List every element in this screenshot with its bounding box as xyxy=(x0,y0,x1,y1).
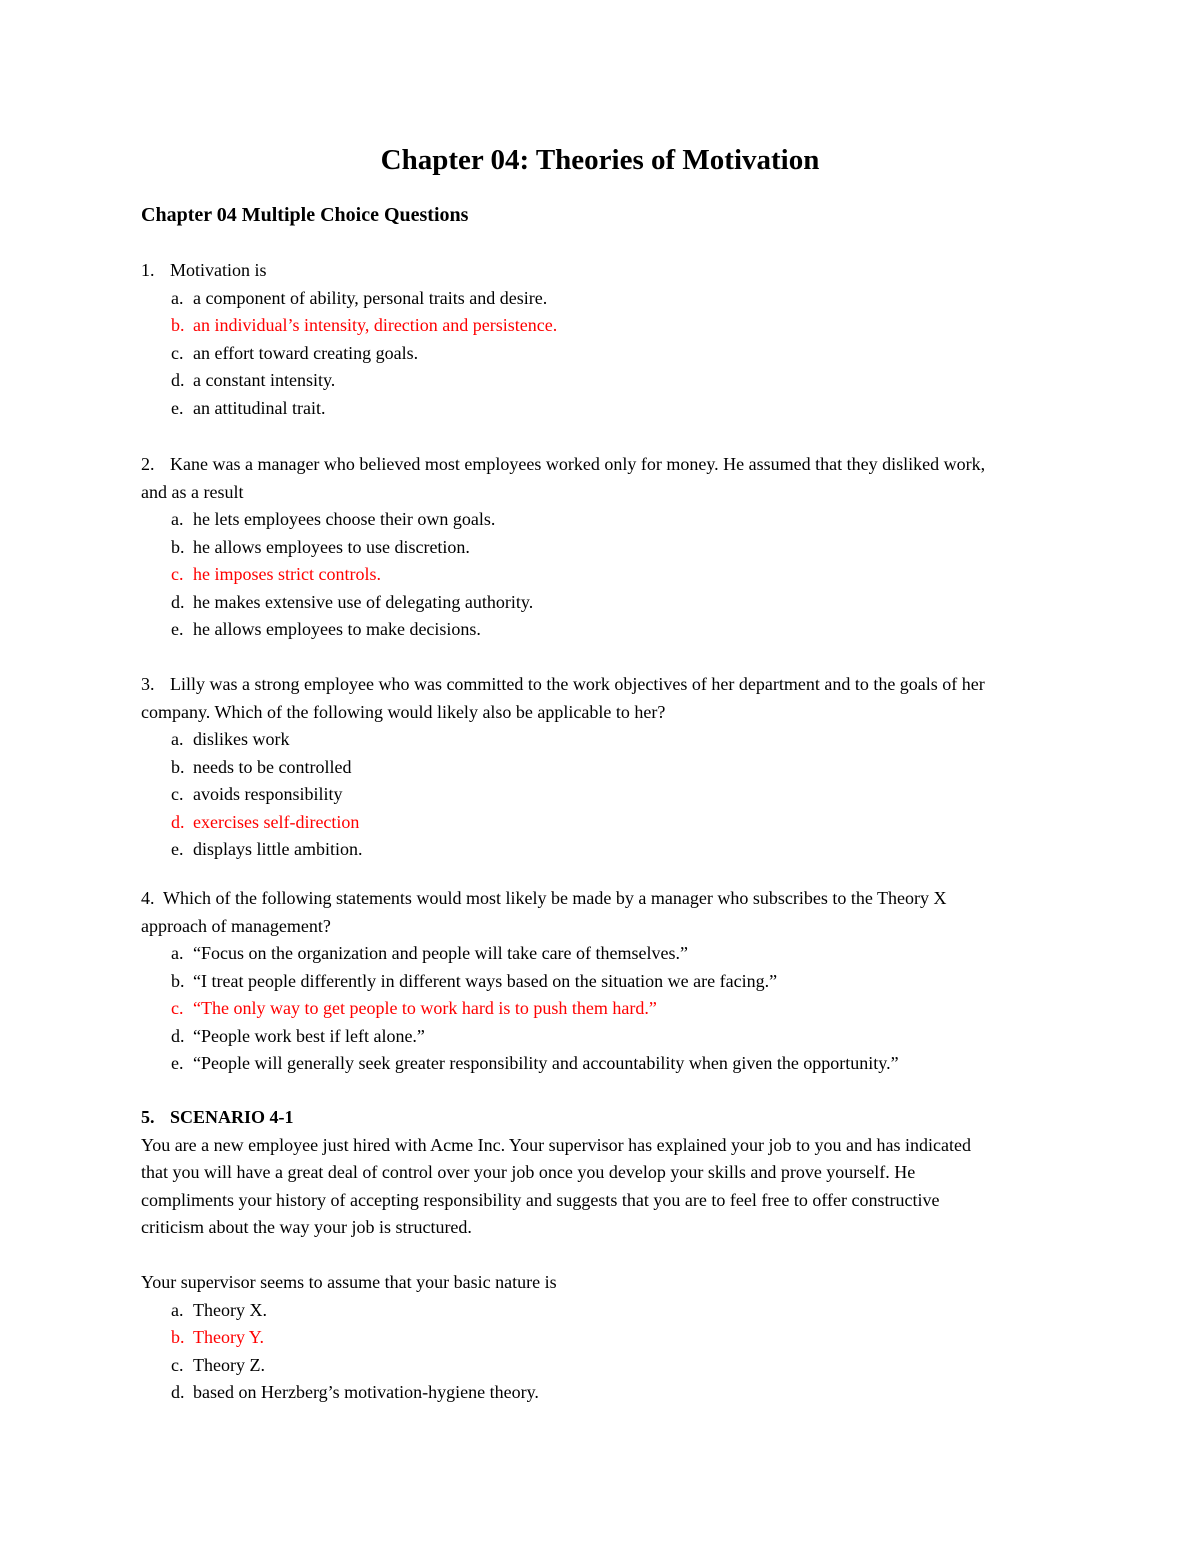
option-text: “The only way to get people to work hard is to push them hard.” xyxy=(193,998,657,1018)
question-number: 3. xyxy=(141,674,155,694)
option-letter: c. xyxy=(171,784,184,804)
option-letter: c. xyxy=(171,998,184,1018)
question-text: Your supervisor seems to assume that your basic nature is xyxy=(141,1272,557,1292)
option-b xyxy=(141,968,1061,996)
question-2 xyxy=(141,451,1061,644)
option-letter: e. xyxy=(171,1053,184,1073)
option-c xyxy=(141,1352,1061,1380)
question-stem-continued: and as a result xyxy=(141,481,244,502)
option-letter: b. xyxy=(171,536,185,557)
question-5 xyxy=(141,1104,1061,1407)
option-letter: b. xyxy=(171,970,185,991)
option-letter: d. xyxy=(171,1382,185,1402)
option-letter: a. xyxy=(171,509,184,529)
scenario-line: that you will have a great deal of control over your job once you develop your skills and prove yourself. He xyxy=(141,1162,916,1182)
option-letter: d. xyxy=(171,591,185,612)
option-letter: a. xyxy=(171,287,184,308)
option-letter: c. xyxy=(171,1354,184,1375)
option-d xyxy=(141,589,1061,617)
option-text: “Focus on the organization and people will take care of themselves.” xyxy=(193,943,688,963)
question-stem xyxy=(141,257,1061,285)
option-text: a constant intensity. xyxy=(193,370,336,390)
option-text: an attitudinal trait. xyxy=(193,397,326,418)
option-letter: e. xyxy=(171,619,184,639)
question-text: Motivation is xyxy=(170,260,267,280)
option-c-correct xyxy=(141,561,1061,589)
option-text: he makes extensive use of delegating authority. xyxy=(193,591,534,612)
option-letter: b. xyxy=(171,315,185,335)
option-letter: c. xyxy=(171,342,184,363)
option-text: “I treat people differently in different ways based on the situation we are facing.” xyxy=(193,970,778,991)
question-text: Which of the following statements would most likely be made by a manager who subscribes to the Theory X xyxy=(163,888,947,908)
option-text: Theory Y. xyxy=(193,1327,264,1347)
option-b xyxy=(141,534,1061,562)
question-stem xyxy=(141,671,1061,699)
option-e xyxy=(141,1050,1061,1078)
option-letter: c. xyxy=(171,564,184,584)
option-letter: e. xyxy=(171,397,184,418)
option-b xyxy=(141,754,1061,782)
option-text: needs to be controlled xyxy=(193,756,352,777)
option-b-correct xyxy=(141,312,1061,340)
option-c-correct xyxy=(141,995,1061,1023)
section-heading: Chapter 04 Multiple Choice Questions xyxy=(141,204,469,226)
option-letter: d. xyxy=(171,1025,185,1046)
option-text: “People work best if left alone.” xyxy=(193,1025,425,1046)
option-d xyxy=(141,367,1061,395)
option-a xyxy=(141,940,1061,968)
question-4 xyxy=(141,885,1061,1078)
question-text: Kane was a manager who believed most employees worked only for money. He assumed that they disliked work, xyxy=(170,454,986,474)
option-text: he allows employees to use discretion. xyxy=(193,536,470,557)
option-letter: a. xyxy=(171,1299,184,1320)
option-d xyxy=(141,1023,1061,1051)
option-text: an effort toward creating goals. xyxy=(193,342,419,363)
document-title: Chapter 04: Theories of Motivation xyxy=(380,144,820,176)
option-b-correct xyxy=(141,1324,1061,1352)
question-number: 4. xyxy=(141,888,155,908)
option-e xyxy=(141,395,1061,423)
option-letter: b. xyxy=(171,1327,185,1347)
question-number: 2. xyxy=(141,454,155,474)
question-text: Lilly was a strong employee who was committed to the work objectives of her department and to the goals of her xyxy=(170,674,985,694)
option-c xyxy=(141,781,1061,809)
option-letter: b. xyxy=(171,756,185,777)
option-text: an individual’s intensity, direction and persistence. xyxy=(193,315,558,335)
option-letter: d. xyxy=(171,811,185,832)
option-letter: a. xyxy=(171,943,184,963)
option-text: a component of ability, personal traits and desire. xyxy=(193,287,548,308)
question-stem xyxy=(141,885,1061,913)
question-stem-continued: company. Which of the following would likely also be applicable to her? xyxy=(141,701,666,722)
scenario-label: SCENARIO 4-1 xyxy=(170,1107,294,1127)
option-letter: e. xyxy=(171,839,184,859)
option-text: exercises self-direction xyxy=(193,811,360,832)
option-a xyxy=(141,506,1061,534)
option-text: Theory Z. xyxy=(193,1354,265,1375)
scenario-heading xyxy=(141,1104,1061,1132)
paragraph-gap xyxy=(141,1242,1061,1270)
question-number: 1. xyxy=(141,260,155,280)
option-text: “People will generally seek greater responsibility and accountability when given the opportunity.” xyxy=(193,1053,899,1073)
option-c xyxy=(141,340,1061,368)
option-letter: d. xyxy=(171,370,185,390)
question-1 xyxy=(141,257,1061,422)
question-stem xyxy=(141,451,1061,479)
option-a xyxy=(141,1297,1061,1325)
option-text: he lets employees choose their own goals. xyxy=(193,509,496,529)
option-d xyxy=(141,1379,1061,1407)
question-number: 5. xyxy=(141,1107,155,1127)
option-text: dislikes work xyxy=(193,729,290,749)
option-e xyxy=(141,836,1061,864)
option-e xyxy=(141,616,1061,644)
scenario-line: You are a new employee just hired with Acme Inc. Your supervisor has explained your job to you and has indicated xyxy=(141,1134,972,1155)
option-letter: a. xyxy=(171,729,184,749)
question-3 xyxy=(141,671,1061,864)
option-text: Theory X. xyxy=(193,1299,267,1320)
option-text: displays little ambition. xyxy=(193,839,363,859)
option-text: he allows employees to make decisions. xyxy=(193,619,481,639)
scenario-line: compliments your history of accepting responsibility and suggests that you are to feel free to offer constructive xyxy=(141,1189,940,1210)
question-stem-continued: approach of management? xyxy=(141,915,331,936)
option-text: he imposes strict controls. xyxy=(193,564,381,584)
option-a xyxy=(141,726,1061,754)
scenario-line: criticism about the way your job is structured. xyxy=(141,1217,472,1237)
option-d-correct xyxy=(141,809,1061,837)
option-text: based on Herzberg’s motivation-hygiene theory. xyxy=(193,1382,539,1402)
option-a xyxy=(141,285,1061,313)
option-text: avoids responsibility xyxy=(193,784,343,804)
